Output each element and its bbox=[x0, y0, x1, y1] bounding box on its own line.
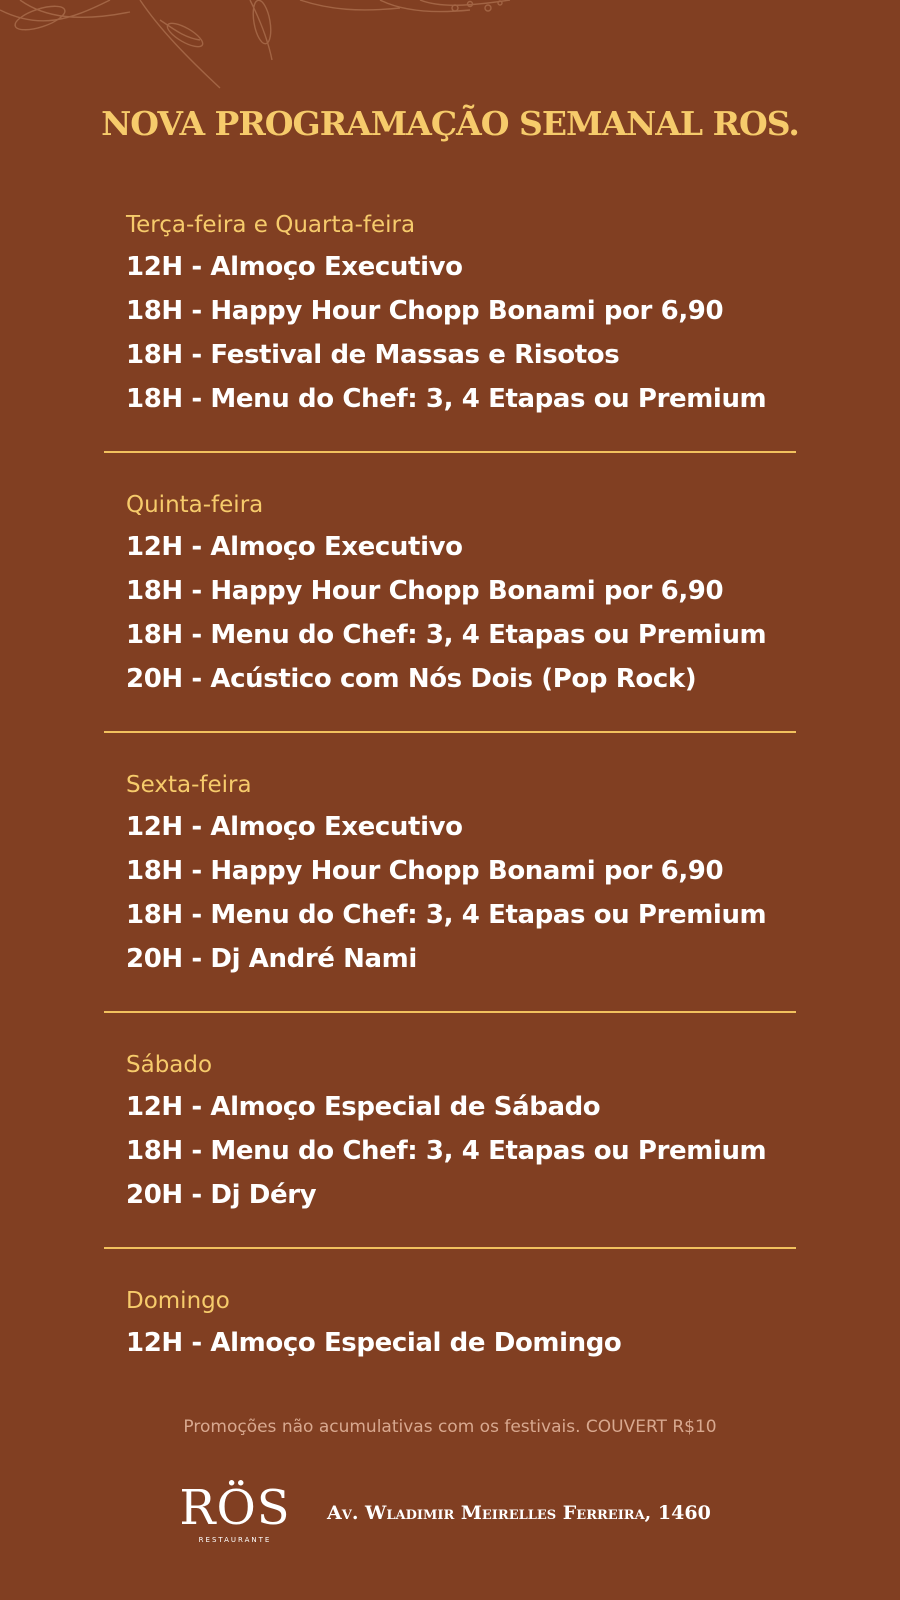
day-heading: Sexta-feira bbox=[126, 772, 252, 798]
schedule-item: 18H - Happy Hour Chopp Bonami por 6,90 bbox=[126, 576, 724, 606]
day-heading: Sábado bbox=[126, 1052, 213, 1078]
botanical-illustration bbox=[0, 0, 560, 110]
schedule-item: 18H - Menu do Chef: 3, 4 Etapas ou Premium bbox=[126, 384, 767, 414]
schedule-item: 18H - Menu do Chef: 3, 4 Etapas ou Premium bbox=[126, 900, 767, 930]
schedule-item: 12H - Almoço Executivo bbox=[126, 252, 463, 282]
schedule-item: 18H - Menu do Chef: 3, 4 Etapas ou Premium bbox=[126, 620, 767, 650]
day-heading: Terça-feira e Quarta-feira bbox=[126, 212, 416, 238]
schedule bbox=[104, 205, 796, 1365]
day-heading: Quinta-feira bbox=[126, 492, 264, 518]
divider bbox=[104, 451, 796, 453]
schedule-item: 12H - Almoço Executivo bbox=[126, 812, 463, 842]
schedule-item: 18H - Happy Hour Chopp Bonami por 6,90 bbox=[126, 296, 724, 326]
section-thursday bbox=[104, 485, 796, 701]
divider bbox=[104, 731, 796, 733]
schedule-item: 12H - Almoço Especial de Sábado bbox=[126, 1092, 601, 1122]
schedule-item: 12H - Almoço Executivo bbox=[126, 532, 463, 562]
schedule-item: 20H - Dj Déry bbox=[126, 1180, 317, 1210]
divider bbox=[104, 1247, 796, 1249]
divider bbox=[104, 1011, 796, 1013]
schedule-item: 18H - Festival de Massas e Risotos bbox=[126, 340, 620, 370]
schedule-item: 20H - Dj André Nami bbox=[126, 944, 417, 974]
section-saturday bbox=[104, 1045, 796, 1217]
schedule-item: 20H - Acústico com Nós Dois (Pop Rock) bbox=[126, 664, 697, 694]
logo-subtitle: RESTAURANTE bbox=[198, 1536, 272, 1544]
section-tuesday-wednesday bbox=[104, 205, 796, 421]
promo-note: Promoções não acumulativas com os festivais. COUVERT R$10 bbox=[183, 1417, 717, 1437]
footer bbox=[172, 1480, 772, 1560]
schedule-item: 18H - Menu do Chef: 3, 4 Etapas ou Premium bbox=[126, 1136, 767, 1166]
schedule-item: 18H - Happy Hour Chopp Bonami por 6,90 bbox=[126, 856, 724, 886]
schedule-item: 12H - Almoço Especial de Domingo bbox=[126, 1328, 622, 1358]
section-friday bbox=[104, 765, 796, 981]
address: Av. Wladimir Meirelles Ferreira, 1460 bbox=[327, 1502, 711, 1524]
logo-wordmark: RÖS bbox=[179, 1480, 291, 1536]
section-sunday bbox=[104, 1281, 796, 1365]
day-heading: Domingo bbox=[126, 1288, 230, 1314]
page-title: NOVA PROGRAMAÇÃO SEMANAL ROS. bbox=[101, 104, 799, 143]
ros-logo bbox=[172, 1480, 302, 1560]
